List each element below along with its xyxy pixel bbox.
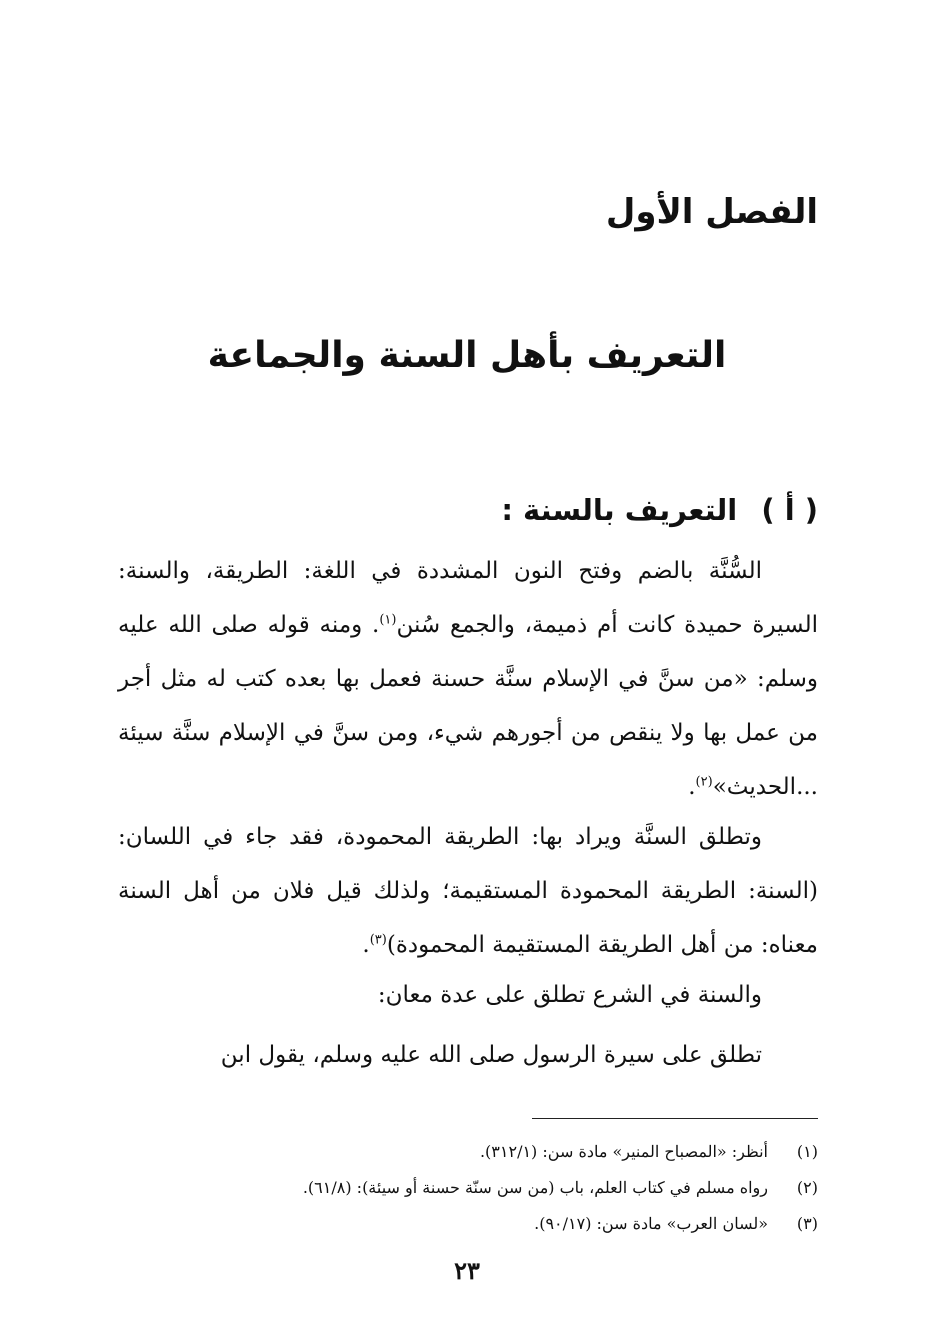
footnote-1 [118,1138,818,1166]
paragraph-text: . [688,774,696,800]
paragraph-text: . [362,932,370,958]
paragraph-4: تطلق على سيرة الرسول صلى الله عليه وسلم، يقول ابن [220,1042,762,1068]
main-title: التعريف بأهل السنة والجماعة [207,335,727,376]
paragraph-2 [118,810,818,972]
section-marker: ( أ ) [761,493,818,527]
footnote-ref: (٢) [695,774,713,790]
footnote-text: «لسان العرب» مادة سن: (٩٠/١٧). [534,1214,768,1233]
footnote-ref: (١) [379,612,397,628]
footnote-text: أنظر: «المصباح المنير» مادة سن: (٣١٢/١). [479,1142,768,1161]
footnote-ref: (٣) [369,932,387,948]
page-number: ٢٣ [454,1256,480,1285]
paragraph-text: . ومنه قوله صلى الله عليه وسلم: «من سنَّ في الإسلام سنَّة حسنة فعمل بها بعده كتب له مثل أجر من عمل بها ولا ينقص من أجورهم شيء، ومن سنَّ في الإسلام سنَّة سيئة ...الحديث» [118,612,818,800]
chapter-heading: الفصل الأول [605,192,818,232]
footnote-2 [118,1174,818,1202]
footnote-3 [118,1210,818,1238]
footnote-divider [532,1118,818,1119]
footnote-number: (١) [796,1142,818,1161]
section-heading [501,488,818,532]
paragraph-text: وتطلق السنَّة ويراد بها: الطريقة المحمودة، فقد جاء في اللسان: (السنة: الطريقة المحمودة المستقيمة؛ ولذلك قيل فلان من أهل السنة معناه: من أهل الطريقة المستقيمة المحمودة) [118,824,818,958]
footnote-number: (٢) [796,1178,818,1197]
section-title: التعريف بالسنة : [501,493,738,527]
footnote-text: رواه مسلم في كتاب العلم، باب (من سن سنّة حسنة أو سيئة): (٦١/٨). [302,1178,768,1197]
paragraph-text: السُّنَّة بالضم وفتح النون المشددة في اللغة: الطريقة، والسنة: السيرة حميدة كانت أم ذميمة، والجمع سُنن [118,558,819,638]
paragraph-3: والسنة في الشرع تطلق على عدة معان: [377,982,762,1008]
paragraph-1 [118,544,818,814]
footnote-number: (٣) [796,1214,818,1233]
